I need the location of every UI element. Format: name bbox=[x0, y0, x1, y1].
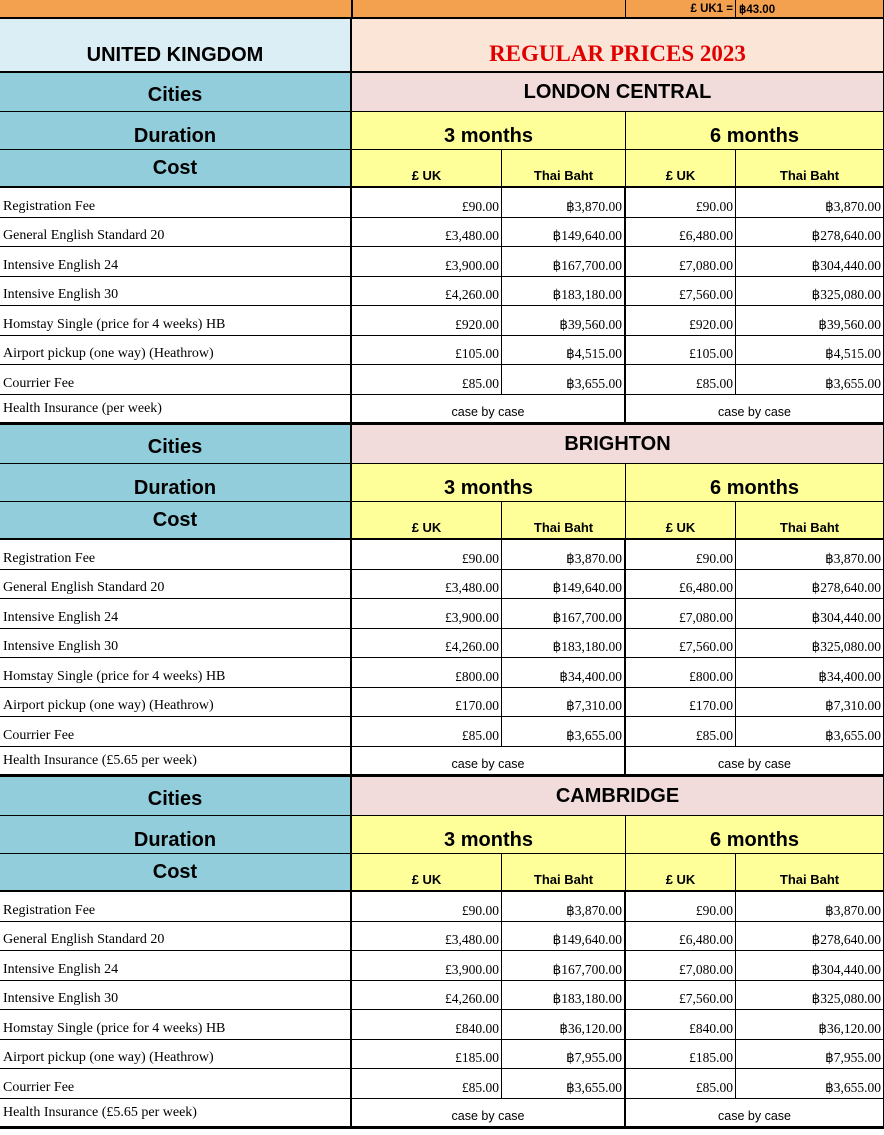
price-gbp-6m: £7,080.00 bbox=[626, 951, 736, 981]
duration-label: Duration bbox=[0, 816, 352, 854]
cost-label: Cost bbox=[0, 854, 352, 892]
price-gbp-6m: £7,560.00 bbox=[626, 277, 736, 306]
price-gbp-6m: £7,080.00 bbox=[626, 247, 736, 277]
fee-item: Homstay Single (price for 4 weeks) HB bbox=[0, 306, 352, 336]
price-gbp-3m: £170.00 bbox=[352, 688, 502, 717]
top-bar-mid bbox=[352, 0, 626, 19]
country-title: UNITED KINGDOM bbox=[0, 19, 352, 73]
price-thb-6m: ฿325,080.00 bbox=[736, 629, 884, 658]
price-gbp-3m: £85.00 bbox=[352, 1069, 502, 1099]
price-thb-6m: ฿3,655.00 bbox=[736, 365, 884, 395]
price-gbp-6m: £920.00 bbox=[626, 306, 736, 336]
fee-item: Registration Fee bbox=[0, 188, 352, 218]
insurance-6m: case by case bbox=[626, 395, 884, 425]
price-thb-6m: ฿3,870.00 bbox=[736, 188, 884, 218]
duration-3-months: 3 months bbox=[352, 816, 626, 854]
price-gbp-3m: £4,260.00 bbox=[352, 277, 502, 306]
cost-label: Cost bbox=[0, 150, 352, 188]
duration-label: Duration bbox=[0, 112, 352, 150]
price-thb-3m: ฿183,180.00 bbox=[502, 277, 626, 306]
price-gbp-3m: £920.00 bbox=[352, 306, 502, 336]
price-thb-3m: ฿7,310.00 bbox=[502, 688, 626, 717]
duration-6-months: 6 months bbox=[626, 112, 884, 150]
price-gbp-3m: £3,900.00 bbox=[352, 247, 502, 277]
fee-item: Intensive English 24 bbox=[0, 951, 352, 981]
fee-item: Airport pickup (one way) (Heathrow) bbox=[0, 336, 352, 365]
price-gbp-3m: £3,480.00 bbox=[352, 570, 502, 599]
price-thb-3m: ฿3,870.00 bbox=[502, 188, 626, 218]
price-gbp-3m: £90.00 bbox=[352, 892, 502, 922]
duration-3-months: 3 months bbox=[352, 112, 626, 150]
price-thb-3m: ฿149,640.00 bbox=[502, 922, 626, 951]
insurance-6m: case by case bbox=[626, 1099, 884, 1129]
fee-item: Courrier Fee bbox=[0, 717, 352, 747]
top-bar-left bbox=[0, 0, 352, 19]
price-thb-3m: ฿3,655.00 bbox=[502, 365, 626, 395]
price-thb-6m: ฿278,640.00 bbox=[736, 218, 884, 247]
price-gbp-3m: £3,900.00 bbox=[352, 599, 502, 629]
price-thb-3m: ฿167,700.00 bbox=[502, 599, 626, 629]
col-gbp-3m: £ UK bbox=[352, 854, 502, 892]
fee-item: Airport pickup (one way) (Heathrow) bbox=[0, 688, 352, 717]
price-thb-6m: ฿304,440.00 bbox=[736, 599, 884, 629]
insurance-item: Health Insurance (£5.65 per week) bbox=[0, 747, 352, 777]
price-thb-3m: ฿4,515.00 bbox=[502, 336, 626, 365]
price-gbp-6m: £7,560.00 bbox=[626, 981, 736, 1010]
fee-item: Intensive English 30 bbox=[0, 277, 352, 306]
duration-6-months: 6 months bbox=[626, 464, 884, 502]
price-gbp-6m: £90.00 bbox=[626, 188, 736, 218]
price-gbp-3m: £90.00 bbox=[352, 188, 502, 218]
price-thb-6m: ฿3,870.00 bbox=[736, 540, 884, 570]
price-gbp-3m: £90.00 bbox=[352, 540, 502, 570]
insurance-item: Health Insurance (£5.65 per week) bbox=[0, 1099, 352, 1129]
price-gbp-6m: £170.00 bbox=[626, 688, 736, 717]
fee-item: Courrier Fee bbox=[0, 1069, 352, 1099]
col-gbp-6m: £ UK bbox=[626, 854, 736, 892]
price-thb-6m: ฿7,310.00 bbox=[736, 688, 884, 717]
price-gbp-3m: £840.00 bbox=[352, 1010, 502, 1040]
price-gbp-6m: £105.00 bbox=[626, 336, 736, 365]
page-title: REGULAR PRICES 2023 bbox=[352, 19, 884, 73]
price-gbp-3m: £800.00 bbox=[352, 658, 502, 688]
col-gbp-6m: £ UK bbox=[626, 150, 736, 188]
price-thb-3m: ฿3,870.00 bbox=[502, 892, 626, 922]
price-gbp-3m: £4,260.00 bbox=[352, 981, 502, 1010]
cities-label: Cities bbox=[0, 425, 352, 464]
price-thb-6m: ฿34,400.00 bbox=[736, 658, 884, 688]
price-gbp-3m: £85.00 bbox=[352, 365, 502, 395]
fee-item: Airport pickup (one way) (Heathrow) bbox=[0, 1040, 352, 1069]
price-thb-3m: ฿7,955.00 bbox=[502, 1040, 626, 1069]
price-thb-3m: ฿3,870.00 bbox=[502, 540, 626, 570]
price-thb-3m: ฿167,700.00 bbox=[502, 247, 626, 277]
duration-3-months: 3 months bbox=[352, 464, 626, 502]
price-gbp-3m: £105.00 bbox=[352, 336, 502, 365]
fee-item: Intensive English 30 bbox=[0, 981, 352, 1010]
price-thb-6m: ฿3,655.00 bbox=[736, 717, 884, 747]
duration-6-months: 6 months bbox=[626, 816, 884, 854]
price-gbp-6m: £800.00 bbox=[626, 658, 736, 688]
city-name: BRIGHTON bbox=[352, 425, 884, 464]
price-gbp-6m: £6,480.00 bbox=[626, 922, 736, 951]
col-thb-6m: Thai Baht bbox=[736, 854, 884, 892]
price-gbp-6m: £85.00 bbox=[626, 717, 736, 747]
price-thb-6m: ฿278,640.00 bbox=[736, 570, 884, 599]
fee-item: General English Standard 20 bbox=[0, 570, 352, 599]
insurance-3m: case by case bbox=[352, 1099, 626, 1129]
insurance-3m: case by case bbox=[352, 395, 626, 425]
fee-item: Intensive English 24 bbox=[0, 599, 352, 629]
fee-item: Homstay Single (price for 4 weeks) HB bbox=[0, 658, 352, 688]
price-gbp-6m: £85.00 bbox=[626, 1069, 736, 1099]
fee-item: General English Standard 20 bbox=[0, 922, 352, 951]
price-thb-3m: ฿149,640.00 bbox=[502, 218, 626, 247]
price-gbp-3m: £4,260.00 bbox=[352, 629, 502, 658]
price-gbp-6m: £7,080.00 bbox=[626, 599, 736, 629]
price-thb-3m: ฿36,120.00 bbox=[502, 1010, 626, 1040]
price-gbp-6m: £185.00 bbox=[626, 1040, 736, 1069]
insurance-item: Health Insurance (per week) bbox=[0, 395, 352, 425]
fee-item: Registration Fee bbox=[0, 540, 352, 570]
fee-item: Courrier Fee bbox=[0, 365, 352, 395]
exchange-rate-label: £ UK1 = bbox=[626, 0, 736, 19]
col-thb-3m: Thai Baht bbox=[502, 150, 626, 188]
price-thb-6m: ฿304,440.00 bbox=[736, 951, 884, 981]
price-gbp-3m: £3,480.00 bbox=[352, 922, 502, 951]
price-gbp-3m: £3,480.00 bbox=[352, 218, 502, 247]
city-name: CAMBRIDGE bbox=[352, 777, 884, 816]
price-thb-6m: ฿278,640.00 bbox=[736, 922, 884, 951]
price-gbp-6m: £90.00 bbox=[626, 892, 736, 922]
price-gbp-3m: £85.00 bbox=[352, 717, 502, 747]
price-thb-3m: ฿183,180.00 bbox=[502, 629, 626, 658]
price-thb-3m: ฿3,655.00 bbox=[502, 1069, 626, 1099]
exchange-rate-value: ฿43.00 bbox=[736, 0, 884, 19]
price-thb-3m: ฿39,560.00 bbox=[502, 306, 626, 336]
col-thb-6m: Thai Baht bbox=[736, 502, 884, 540]
fee-item: Intensive English 24 bbox=[0, 247, 352, 277]
price-gbp-6m: £840.00 bbox=[626, 1010, 736, 1040]
price-thb-3m: ฿34,400.00 bbox=[502, 658, 626, 688]
price-gbp-6m: £7,560.00 bbox=[626, 629, 736, 658]
price-thb-6m: ฿325,080.00 bbox=[736, 981, 884, 1010]
price-thb-6m: ฿3,870.00 bbox=[736, 892, 884, 922]
col-gbp-3m: £ UK bbox=[352, 502, 502, 540]
price-thb-6m: ฿7,955.00 bbox=[736, 1040, 884, 1069]
price-gbp-3m: £3,900.00 bbox=[352, 951, 502, 981]
price-thb-3m: ฿167,700.00 bbox=[502, 951, 626, 981]
price-gbp-3m: £185.00 bbox=[352, 1040, 502, 1069]
col-gbp-6m: £ UK bbox=[626, 502, 736, 540]
insurance-6m: case by case bbox=[626, 747, 884, 777]
col-gbp-3m: £ UK bbox=[352, 150, 502, 188]
duration-label: Duration bbox=[0, 464, 352, 502]
price-thb-6m: ฿325,080.00 bbox=[736, 277, 884, 306]
price-thb-6m: ฿39,560.00 bbox=[736, 306, 884, 336]
cities-label: Cities bbox=[0, 777, 352, 816]
fee-item: Registration Fee bbox=[0, 892, 352, 922]
price-thb-6m: ฿304,440.00 bbox=[736, 247, 884, 277]
city-name: LONDON CENTRAL bbox=[352, 73, 884, 112]
insurance-3m: case by case bbox=[352, 747, 626, 777]
price-gbp-6m: £6,480.00 bbox=[626, 218, 736, 247]
price-thb-6m: ฿36,120.00 bbox=[736, 1010, 884, 1040]
price-gbp-6m: £90.00 bbox=[626, 540, 736, 570]
fee-item: Intensive English 30 bbox=[0, 629, 352, 658]
fee-item: Homstay Single (price for 4 weeks) HB bbox=[0, 1010, 352, 1040]
price-thb-3m: ฿149,640.00 bbox=[502, 570, 626, 599]
price-thb-6m: ฿3,655.00 bbox=[736, 1069, 884, 1099]
price-thb-3m: ฿3,655.00 bbox=[502, 717, 626, 747]
cost-label: Cost bbox=[0, 502, 352, 540]
col-thb-3m: Thai Baht bbox=[502, 502, 626, 540]
fee-item: General English Standard 20 bbox=[0, 218, 352, 247]
price-thb-3m: ฿183,180.00 bbox=[502, 981, 626, 1010]
col-thb-3m: Thai Baht bbox=[502, 854, 626, 892]
price-thb-6m: ฿4,515.00 bbox=[736, 336, 884, 365]
col-thb-6m: Thai Baht bbox=[736, 150, 884, 188]
price-gbp-6m: £6,480.00 bbox=[626, 570, 736, 599]
cities-label: Cities bbox=[0, 73, 352, 112]
price-gbp-6m: £85.00 bbox=[626, 365, 736, 395]
